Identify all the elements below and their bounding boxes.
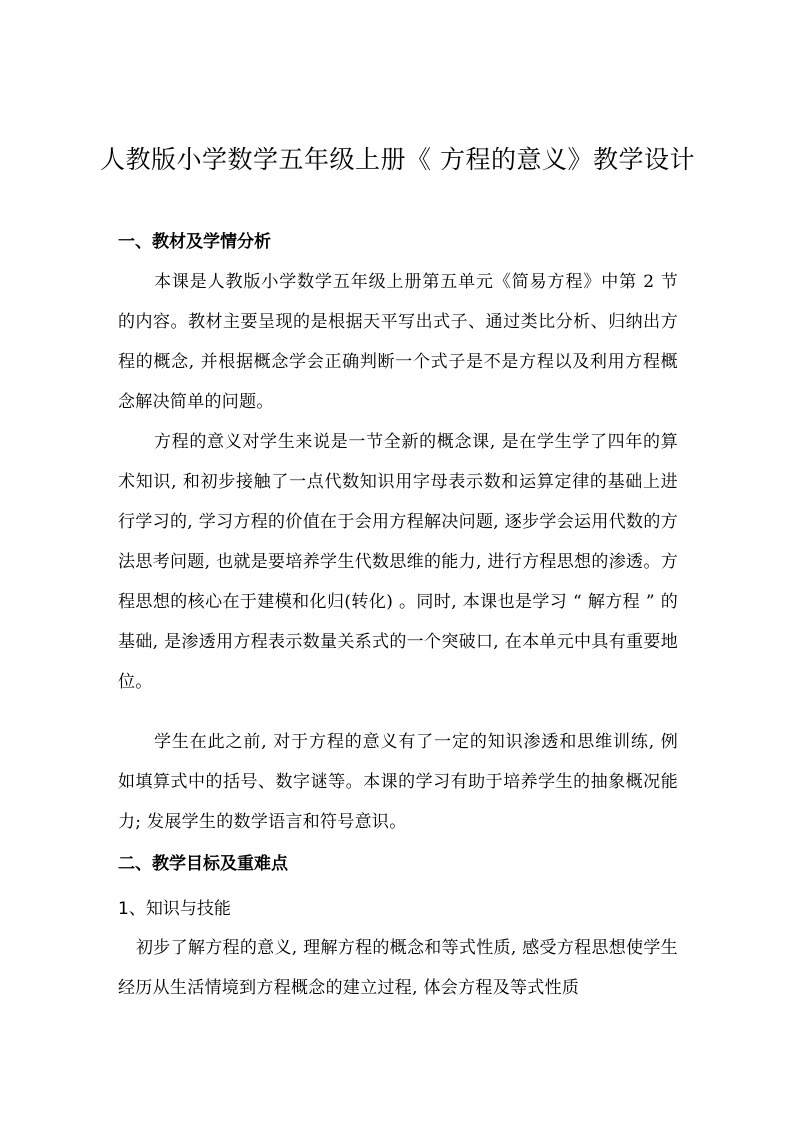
section-heading-1: 一、教材及学情分析 [118,232,271,252]
paragraph-3: 学生在此之前, 对于方程的意义有了一定的知识渗透和思维训练, 例如填算式中的括号、数字谜等。本课的学习有助于培养学生的抽象概况能力; 发展学生的数学语言和符号意识。 [118,732,678,832]
section-heading-2: 二、教学目标及重难点 [118,854,288,874]
paragraph-4: 初步了解方程的意义, 理解方程的概念和等式性质, 感受方程思想使学生经历从生活情境到方程概念的建立过程, 体会方程及等式性质 [118,938,678,998]
paragraph-2: 方程的意义对学生来说是一节全新的概念课, 是在学生学了四年的算术知识, 和初步接触了一点代数知识用字母表示数和运算定律的基础上进行学习的, 学习方程的价值在于会用方程解决问题, 逐步学会运用代数的方法思考问题, 也就是要培养学生代数思维的能力, 进行方程思想的渗透。方程思想的核心在于建模和化归(转化) 。同时, 本课也是学习 “ 解方程 ” 的基础, 是渗透用方程表示数量关系式的一个突破口, 在本单元中具有重要地位。 [118,432,678,692]
document-title: 人教版小学数学五年级上册《 方程的意义》教学设计 [100,145,695,174]
subheading-knowledge-skills: 1、知识与技能 [118,899,231,919]
paragraph-1: 本课是人教版小学数学五年级上册第五单元《简易方程》中第 2 节的内容。教材主要呈现的是根据天平写出式子、通过类比分析、归纳出方程的概念, 并根据概念学会正确判断一个式子是不是方程以及利用方程概念解决简单的问题。 [118,272,678,412]
